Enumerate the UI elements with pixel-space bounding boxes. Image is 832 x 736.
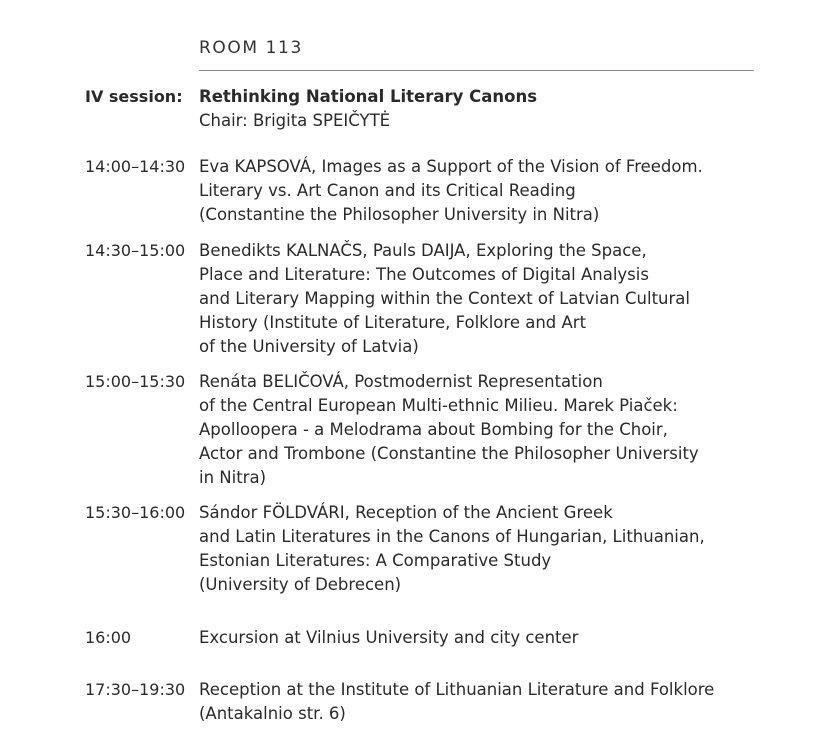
entry-text [199, 626, 799, 650]
heading-rule [199, 70, 754, 71]
entry-line: of the Central European Multi-ethnic Milieu. Marek Piaček: [199, 396, 678, 415]
entry-time: 14:30–15:00 [85, 241, 186, 260]
entry-line: Literary vs. Art Canon and its Critical Reading [199, 181, 576, 200]
room-heading: ROOM 113 [199, 38, 303, 58]
entry-text [199, 501, 799, 597]
session-label: IV session: [85, 87, 183, 106]
entry-line: Reception at the Institute of Lithuanian Literature and Folklore [199, 680, 715, 699]
entry-line: Place and Literature: The Outcomes of Digital Analysis [199, 265, 649, 284]
entry-line: Apolloopera - a Melodrama about Bombing for the Choir, [199, 420, 668, 439]
entry-line: (University of Debrecen) [199, 575, 402, 594]
entry-line: Actor and Trombone (Constantine the Philosopher University [199, 444, 699, 463]
entry-time: 16:00 [85, 628, 132, 647]
entry-line: in Nitra) [199, 468, 267, 487]
entry-line: (Constantine the Philosopher University in Nitra) [199, 205, 600, 224]
entry-line: and Literary Mapping within the Context of Latvian Cultural [199, 289, 690, 308]
entry-line: and Latin Literatures in the Canons of Hungarian, Lithuanian, [199, 527, 705, 546]
entry-time: 14:00–14:30 [85, 157, 186, 176]
entry-line: Sándor FÖLDVÁRI, Reception of the Ancient Greek [199, 503, 613, 522]
entry-line: Excursion at Vilnius University and city center [199, 628, 579, 647]
entry-time: 15:30–16:00 [85, 503, 186, 522]
entry-text [199, 239, 799, 359]
session-title: Rethinking National Literary Canons [199, 87, 538, 106]
entry-time: 15:00–15:30 [85, 372, 186, 391]
entry-text [199, 155, 799, 227]
session-chair: Chair: Brigita SPEIČYTĖ [199, 111, 391, 130]
entry-line: (Antakalnio str. 6) [199, 704, 346, 723]
entry-text [199, 370, 799, 490]
entry-line: Eva KAPSOVÁ, Images as a Support of the Vision of Freedom. [199, 157, 703, 176]
entry-line: Benedikts KALNAČS, Pauls DAIJA, Exploring the Space, [199, 241, 647, 260]
session-details [199, 85, 799, 133]
entry-line: History (Institute of Literature, Folklore and Art [199, 313, 587, 332]
entry-time: 17:30–19:30 [85, 680, 186, 699]
entry-line: Estonian Literatures: A Comparative Study [199, 551, 552, 570]
entry-text [199, 678, 799, 726]
entry-line: Renáta BELIČOVÁ, Postmodernist Representation [199, 372, 603, 391]
entry-line: of the University of Latvia) [199, 337, 419, 356]
